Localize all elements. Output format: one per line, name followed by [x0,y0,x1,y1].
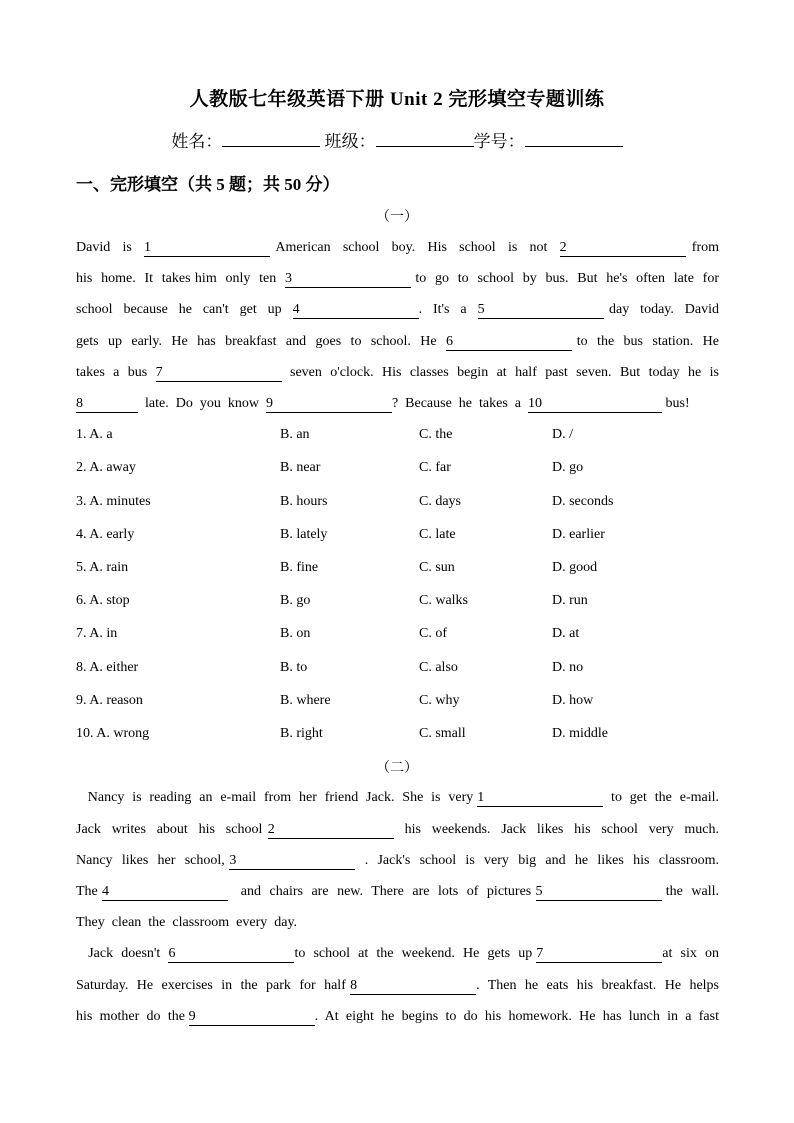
passage-text: to school at the weekend. He gets up [294,946,537,961]
question-options-row [76,527,736,545]
passage-line [76,852,719,870]
option-choice[interactable]: D. run [552,593,588,608]
name-field[interactable] [222,132,320,147]
answer-blank[interactable]: 7 [156,365,282,382]
passage-text: They clean the classroom every day. [76,915,298,930]
option-choice[interactable]: B. to [280,660,308,675]
passage-line [76,914,719,932]
option-choice[interactable]: C. late [419,527,456,542]
passage-text: Saturday. He exercises in the park for half [76,978,351,993]
answer-blank[interactable]: 3 [229,853,355,870]
answer-blank[interactable]: 2 [560,240,686,257]
passage-text: . It's a [418,302,478,317]
passage-line [76,945,719,963]
passage-text: The [76,884,103,899]
option-choice[interactable]: C. days [419,494,461,509]
answer-blank[interactable]: 4 [102,884,228,901]
passage-text: American school boy. His school is not [270,240,560,255]
answer-blank[interactable]: 1 [144,240,270,257]
option-choice[interactable]: B. right [280,726,323,741]
passage-text: . Then he eats his breakfast. He helps [476,978,719,993]
student-info-line [0,127,794,152]
option-choice[interactable]: C. small [419,726,466,741]
passage-text: Jack writes about his school [76,822,268,837]
section-title: 一、完形填空（共 5 题；共 50 分） [76,175,340,194]
question-options-row [76,494,736,512]
id-label: 学号： [473,132,525,151]
answer-blank[interactable]: 1 [477,790,603,807]
passage-line [76,1008,719,1026]
option-choice[interactable]: D. seconds [552,494,614,509]
passage-text: late. Do you know [138,396,266,411]
passage-2-heading: （二） [376,761,418,776]
answer-blank[interactable]: 5 [536,884,662,901]
answer-blank[interactable]: 6 [446,334,572,351]
passage-text: day today. David [603,302,720,317]
passage-text: his weekends. Jack likes his school very much. [393,822,719,837]
passage-line [76,789,719,807]
passage-text: to the bus station. He [572,334,719,349]
passage-line [76,364,719,382]
option-choice[interactable]: 2. A. away [76,460,136,475]
passage-text: the wall. [661,884,719,899]
question-options-row [76,693,736,711]
option-choice[interactable]: B. an [280,427,310,442]
passage-text: at six on [662,946,720,961]
answer-blank[interactable]: 3 [285,271,411,288]
option-choice[interactable]: B. on [280,626,311,641]
question-options-row [76,626,736,644]
passage-text: to go to school by bus. But he's often late for [411,271,719,286]
option-choice[interactable]: 7. A. in [76,626,118,641]
class-label: 班级： [324,132,376,151]
passage-text: Jack doesn't [76,946,169,961]
option-choice[interactable]: D. at [552,626,580,641]
question-options-row [76,593,736,611]
name-label: 姓名： [171,132,223,151]
answer-blank[interactable]: 2 [268,822,394,839]
option-choice[interactable]: D. go [552,460,584,475]
option-choice[interactable]: C. walks [419,593,468,608]
passage-line [76,395,719,413]
passage-text: his mother do the [76,1009,189,1024]
passage-line [76,239,719,257]
passage-text: . Jack's school is very big and he likes his classroom. [355,853,719,868]
class-field[interactable] [376,132,474,147]
passage-line [76,270,719,288]
question-options-row [76,726,736,744]
option-choice[interactable]: B. lately [280,527,328,542]
question-options-row [76,460,736,478]
passage-text: school because he can't get up [76,302,293,317]
question-options-row [76,427,736,445]
option-choice[interactable]: C. the [419,427,453,442]
answer-blank[interactable]: 5 [478,302,604,319]
passage-line [76,333,719,351]
option-choice[interactable]: B. near [280,460,321,475]
option-choice[interactable]: C. why [419,693,460,708]
answer-blank[interactable]: 7 [536,946,662,963]
option-choice[interactable]: C. sun [419,560,455,575]
option-choice[interactable]: D. middle [552,726,608,741]
answer-blank[interactable]: 10 [528,396,662,413]
option-choice[interactable]: D. how [552,693,594,708]
question-options-row [76,560,736,578]
passage-text: his home. It takes him only ten [76,271,285,286]
passage-1-heading: （一） [376,210,418,225]
answer-blank[interactable]: 4 [293,302,419,319]
option-choice[interactable]: 3. A. minutes [76,494,151,509]
option-choice[interactable]: B. hours [280,494,328,509]
option-choice[interactable]: D. good [552,560,598,575]
option-choice[interactable]: 1. A. a [76,427,113,442]
option-choice[interactable]: B. where [280,693,331,708]
passage-line [76,301,719,319]
option-choice[interactable]: 10. A. wrong [76,726,150,741]
passage-text: to get the e-mail. [603,790,720,805]
passage-text: takes a bus [76,365,156,380]
passage-text: seven o'clock. His classes begin at half past seven. But today he is [281,365,719,380]
option-choice[interactable]: D. / [552,427,573,442]
passage-line [76,821,719,839]
option-choice[interactable]: 8. A. either [76,660,139,675]
passage-line [76,883,719,901]
option-choice[interactable]: 9. A. reason [76,693,143,708]
question-options-row [76,660,736,678]
option-choice[interactable]: C. far [419,460,451,475]
passage-text: David is [76,240,145,255]
passage-text: Nancy likes her school, [76,853,230,868]
passage-text: gets up early. He has breakfast and goes to school. He [76,334,447,349]
page-title: 人教版七年级英语下册 Unit 2 完形填空专题训练 [189,89,605,110]
passage-text: bus! [662,396,690,411]
option-choice[interactable]: 5. A. rain [76,560,129,575]
option-choice[interactable]: D. earlier [552,527,605,542]
passage-text: from [685,240,719,255]
option-choice[interactable]: C. of [419,626,447,641]
passage-text: Nancy is reading an e-mail from her friend Jack. She is very [76,790,478,805]
option-choice[interactable]: B. go [280,593,311,608]
passage-text: and chairs are new. There are lots of pictures [228,884,536,899]
answer-blank[interactable]: 9 [266,396,392,413]
option-choice[interactable]: C. also [419,660,458,675]
id-field[interactable] [525,132,623,147]
passage-text: . At eight he begins to do his homework. He has lunch in a fast [314,1009,719,1024]
option-choice[interactable]: B. fine [280,560,319,575]
passage-text: ? Because he takes a [391,396,528,411]
answer-blank[interactable]: 6 [168,946,294,963]
answer-blank[interactable]: 8 [350,978,476,995]
option-choice[interactable]: D. no [552,660,584,675]
option-choice[interactable]: 4. A. early [76,527,135,542]
passage-line [76,977,719,995]
answer-blank[interactable]: 8 [76,396,138,413]
option-choice[interactable]: 6. A. stop [76,593,130,608]
answer-blank[interactable]: 9 [189,1009,315,1026]
